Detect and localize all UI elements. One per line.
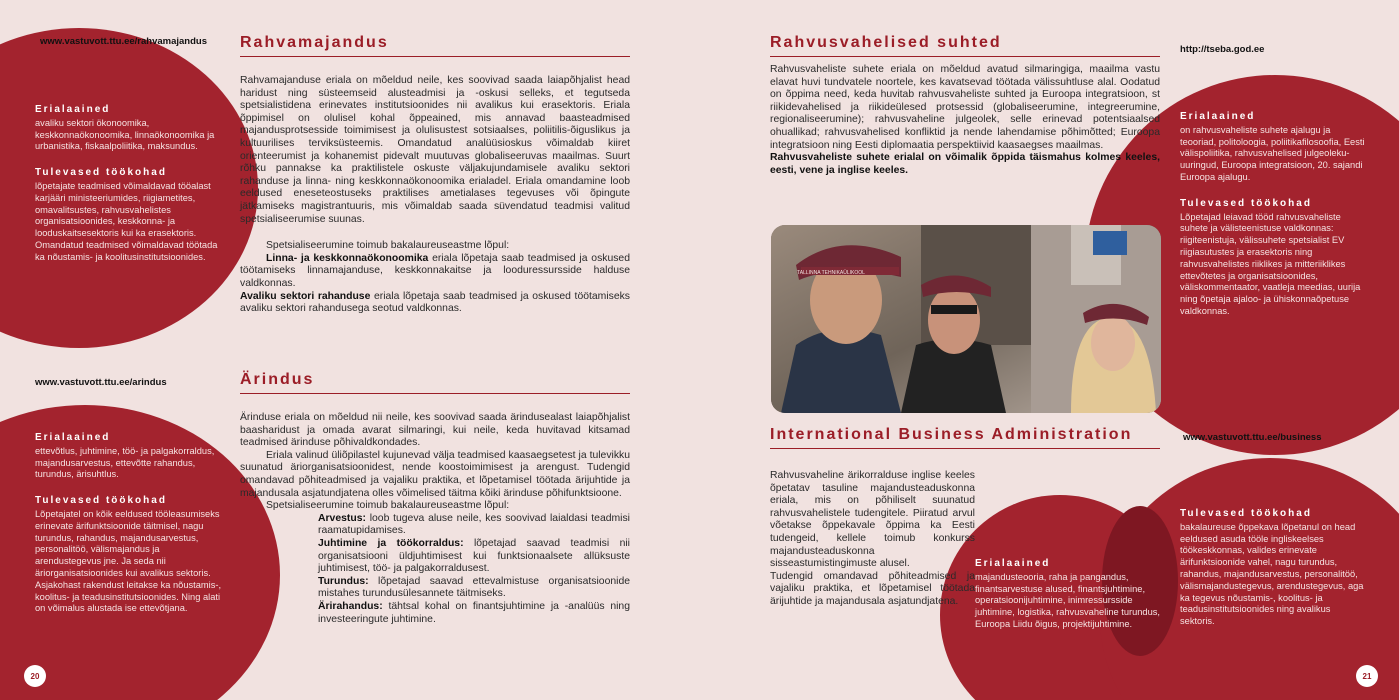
arindus-spec-1: Arvestus: loob tugeva aluse neile, kes soovivad laialdasi teadmisi raamatupidamises.: [318, 512, 630, 537]
rahvamajandus-paragraph-1: Rahvamajanduse eriala on mõeldud neile, kes soovivad saada laiapõhjalist head haridust ning süsteemseid alusteadmisi ja -oskusi selleks, et tegutseda spetsialistidena erinevates institutsioonides nii avalikus kui erasektoris. Eriala õppimisel on olulisel kohal õppeained, mis annavad baasteadmised majandusprotsesside toimimisest ja olulisustest sotsiaalses, poliitilis-õiguslikus ja kultuurilises terviksüsteemis. Omandatud analüüsioskus võimaldab kiiret orienteerumist ja kohanemist pidevalt muutuvas globaliseeruvas maailmas. Suurt rõhku pannakse ka praktilistele oskuste väljakujundamisele avaliku sektori rahanduse ja linna- ning keskkonnaökonoomika erialadel. Eriala omandamine loob eeldused eneseteostuseks praktilises ametialases tegevuses või õpingute jätkamiseks magistrantuuris, mis võimaldab saada süvendatud teadmisi valitud spetsialiseerumise suunas.: [240, 75, 630, 225]
rahvusvahelised-paragraph-1: Rahvusvaheliste suhete eriala on mõeldud avatud silmaringiga, maailma vastu elavat huvi tundvatele noortele, kes kavatsevad töötada välissuhtluse alal. Oodatud on õppima need, keda huvitab rahvusvaheliste suhted ja Euroopa integratsioon, st riikidevahelised ja riikideülesed protsessid (globaliseerumine, integreerumine, regionaliseerumine); rahvusvaheline julgeolek, selle erinevad potentsiaalsed ohuallikad; rahvusvahelised konfliktid ja nende lahendamise põhimõtted; Euroopa integratsioon ning Eesti diplomaatia perspektiivid kaasaegses maailmas.: [770, 64, 1160, 151]
rahvusvahelised-body: [770, 64, 1160, 177]
iba-sidebar-left: [975, 558, 1160, 645]
arindus-body: [240, 412, 630, 626]
sidebar-text-tookohad: bakalaureuse õppekava lõpetanul on head eeldused asuda tööle ingliskeelses töökeskkonnas, valides erinevate ärifunktsioonide vahel, nagu turundus, rahandus, majandusarvestus, personalitöö, välismajandustegevus, arendustegevus, aga ka tegevus nõustamis-, koolitus- ja teadusinstitutsioonides ning avalikus sektoris.: [1180, 521, 1364, 627]
arindus-paragraph-3: Spetsialiseerumine toimub bakalaureuseastme lõpul:: [266, 500, 510, 512]
tseba-url-link[interactable]: http://tseba.god.ee: [1180, 44, 1265, 55]
page-number-right: 21: [1356, 665, 1378, 687]
arindus-spec-4: Ärirahandus: tähtsal kohal on finantsjuhtimine ja -analüüs ning investeeringute juhtimine.: [318, 600, 630, 625]
sidebar-text-erialaained: avaliku sektori ökonoomika, keskkonnaökonoomika, linnaökonoomika ja urbanistika, fiskaalpoliitika, maksundus.: [35, 117, 215, 152]
sidebar-text-tookohad: Lõpetajatel on kõik eeldused tööleasumiseks erinevate ärifunktsioonide täitmisel, nagu turundus, rahandus, majandusarvestus, personalitöö, välismajandus ja arendustegevus jne. Ja seda nii äriorganisatsioonides kui avalikus sektoris. Asjakohast rakendust leitakse ka nõustamis-, koolitus- ja teadusinstitutsioonides. Ning alati on võimalus alustada ise ettevõtjana.: [35, 508, 222, 614]
sidebar-heading-erialaained: Erialaained: [35, 104, 111, 115]
rahvusvahelised-paragraph-2: Rahvusvaheliste suhete erialal on võimalik õppida täismahus kolmes keeles, eesti, vene ja inglise keeles.: [770, 152, 1160, 176]
students-photo: [771, 225, 1161, 413]
rahvusvahelised-sidebar: [1180, 111, 1365, 332]
sidebar-text-erialaained: on rahvusvaheliste suhete ajalugu ja teooriad, politoloogia, poliitikafilosoofia, Eesti välispoliitika, rahvusvahelised julgeoleku-uuringud, Euroopa integratsioon, 20. sajandi Euroopa ajalugu.: [1180, 124, 1365, 182]
sidebar-heading-tookohad: Tulevased töökohad: [35, 167, 167, 179]
sidebar-heading-tookohad: Tulevased töökohad: [35, 495, 167, 507]
arindus-spec-2: Juhtimine ja töökorraldus: lõpetajad saavad teadmisi nii organisatsiooni üldjuhtimisest kui funktsionaalsete allüksuste juhtimisest, töö- ja palgakorraldusest.: [318, 537, 630, 575]
sidebar-text-erialaained: ettevõtlus, juhtimine, töö- ja palgakorraldus, majandusarvestus, ettevõtte rahandus, turundus, ärisuhtlus.: [35, 445, 215, 480]
arindus-heading: Ärindus: [240, 371, 315, 388]
iba-rule: [770, 448, 1160, 449]
rahvamajandus-heading: Rahvamajandus: [240, 34, 389, 51]
rahvamajandus-spec-1: Linna- ja keskkonnaökonoomika eriala lõpetaja saab teadmised ja oskused töötamiseks linnamajanduse, keskkonnakaitse ja looduressursside halduse valdkonnas.: [240, 252, 630, 289]
iba-sidebar-right: [1180, 508, 1365, 642]
sidebar-heading-erialaained: Erialaained: [975, 558, 1051, 569]
sidebar-text-erialaained: majandusteooria, raha ja pangandus, finantsarvestuse alused, finantsjuhtimine, operatsioonijuhtimine, inimressursside juhtimine, logistika, rahvusvaheline turundus, Euroopa Liidu õigus, projektijuhtimine.: [975, 571, 1161, 629]
sidebar-heading-erialaained: Erialaained: [1180, 111, 1256, 122]
page-number-left: 20: [24, 665, 46, 687]
iba-paragraph-1: Rahvusvaheline ärikorralduse inglise keeles õpetatav tasuline majandusteaduskonna eriala, mis on põhiliselt suunatud rahvusvahelistele tudengitele. Piiratud arvul võetakse õppekavale õppima ka Eesti tudengeid, kellele toimub konkurss majandusteaduskonna sisseastumistingimuste alusel.: [770, 470, 975, 570]
rahvamajandus-paragraph-2: Spetsialiseerumine toimub bakalaureuseastme lõpul:: [266, 240, 510, 252]
sidebar-heading-tookohad: Tulevased töökohad: [1180, 508, 1312, 519]
students-photo-illustration: [771, 225, 1161, 413]
iba-paragraph-2: Tudengid omandavad põhiteadmised ja vajaliku praktika, et lõpetamisel töötada ärijuhtide ja majandusala asjatundjatena.: [770, 570, 975, 607]
rahvamajandus-rule: [240, 56, 630, 57]
right-page: [700, 0, 1399, 700]
rahvusvahelised-rule: [770, 56, 1160, 57]
rahvamajandus-sidebar: [35, 104, 223, 278]
sidebar-text-tookohad: lõpetajate teadmised võimaldavad tööalast karjääri ministeeriumides, riigiametites, omavalitsustes, rahvusvahelistes organisatsioonides, keskkonna- ja looduskaitsesektoris kui ka erasektoris. Omandatud teadmised võimaldavad töötada ka nõustamis- ja koolitusinstitutsioonides.: [35, 180, 218, 262]
business-url-link[interactable]: www.vastuvott.ttu.ee/business: [1183, 432, 1322, 443]
cap-text: TALLINNA TEHNIKAÜLIKOOL: [797, 270, 865, 276]
arindus-rule: [240, 393, 630, 394]
sidebar-heading-tookohad: Tulevased töökohad: [1180, 197, 1312, 209]
rahvamajandus-spec-2: Avaliku sektori rahanduse eriala lõpetaja saab teadmised ja oskused töötamiseks avaliku sektori rahandusega seotud valdkonnas.: [240, 290, 630, 315]
sidebar-text-tookohad: Lõpetajad leiavad tööd rahvusvaheliste suhete ja välisteenistuse valdkonnas: riigiteenistuja, välissuhete spetsialist EV riigiasutustes ja erasektoris ning rahvusvahelistes riiklikes ja mitteriiklikes ettevõtetes ja organisatsioonides, väliskommentaator, vaatleja meedias, uurija ning õpetaja ajaloo- ja ühiskonnaõpetuse valdkonnas.: [1180, 211, 1361, 316]
arindus-paragraph-1: Ärinduse eriala on mõeldud nii neile, kes soovivad saada ärindusealast laiapõhjalist baasharidust ja omada avarat silmaringi, kui neile, keda huvitavad kitsamad teadmised ärinduse põhivaldkondades.: [240, 412, 630, 449]
rahvamajandus-url-link[interactable]: www.vastuvott.ttu.ee/rahvamajandus: [40, 36, 207, 47]
arindus-url-link[interactable]: www.vastuvott.ttu.ee/arindus: [35, 377, 167, 388]
iba-body: [770, 470, 975, 609]
arindus-spec-3: Turundus: lõpetajad saavad ettevalmistuse organisatsioonide mistahes turundusülesannete täitmiseks.: [318, 575, 630, 600]
rahvamajandus-body: [240, 75, 630, 316]
iba-heading: International Business Administration: [770, 426, 1133, 443]
sidebar-heading-erialaained: Erialaained: [35, 432, 111, 443]
arindus-sidebar: [35, 432, 223, 629]
rahvusvahelised-heading: Rahvusvahelised suhted: [770, 34, 1002, 51]
arindus-paragraph-2: Eriala valinud üliõpilastel kujunevad välja teadmised kaasaegsetest ja tulevikku suunatud äriorganisatsioonidest, nende koostoimimisest ja arengust. Tudengid omandavad põhiteadmised ja vajaliku praktika, et lõpetamisel töötada ärijuhtide ja majandusala asjatundjatena olles võimelised täitma kõiki ärinduse põhifunktsioone.: [240, 449, 630, 499]
